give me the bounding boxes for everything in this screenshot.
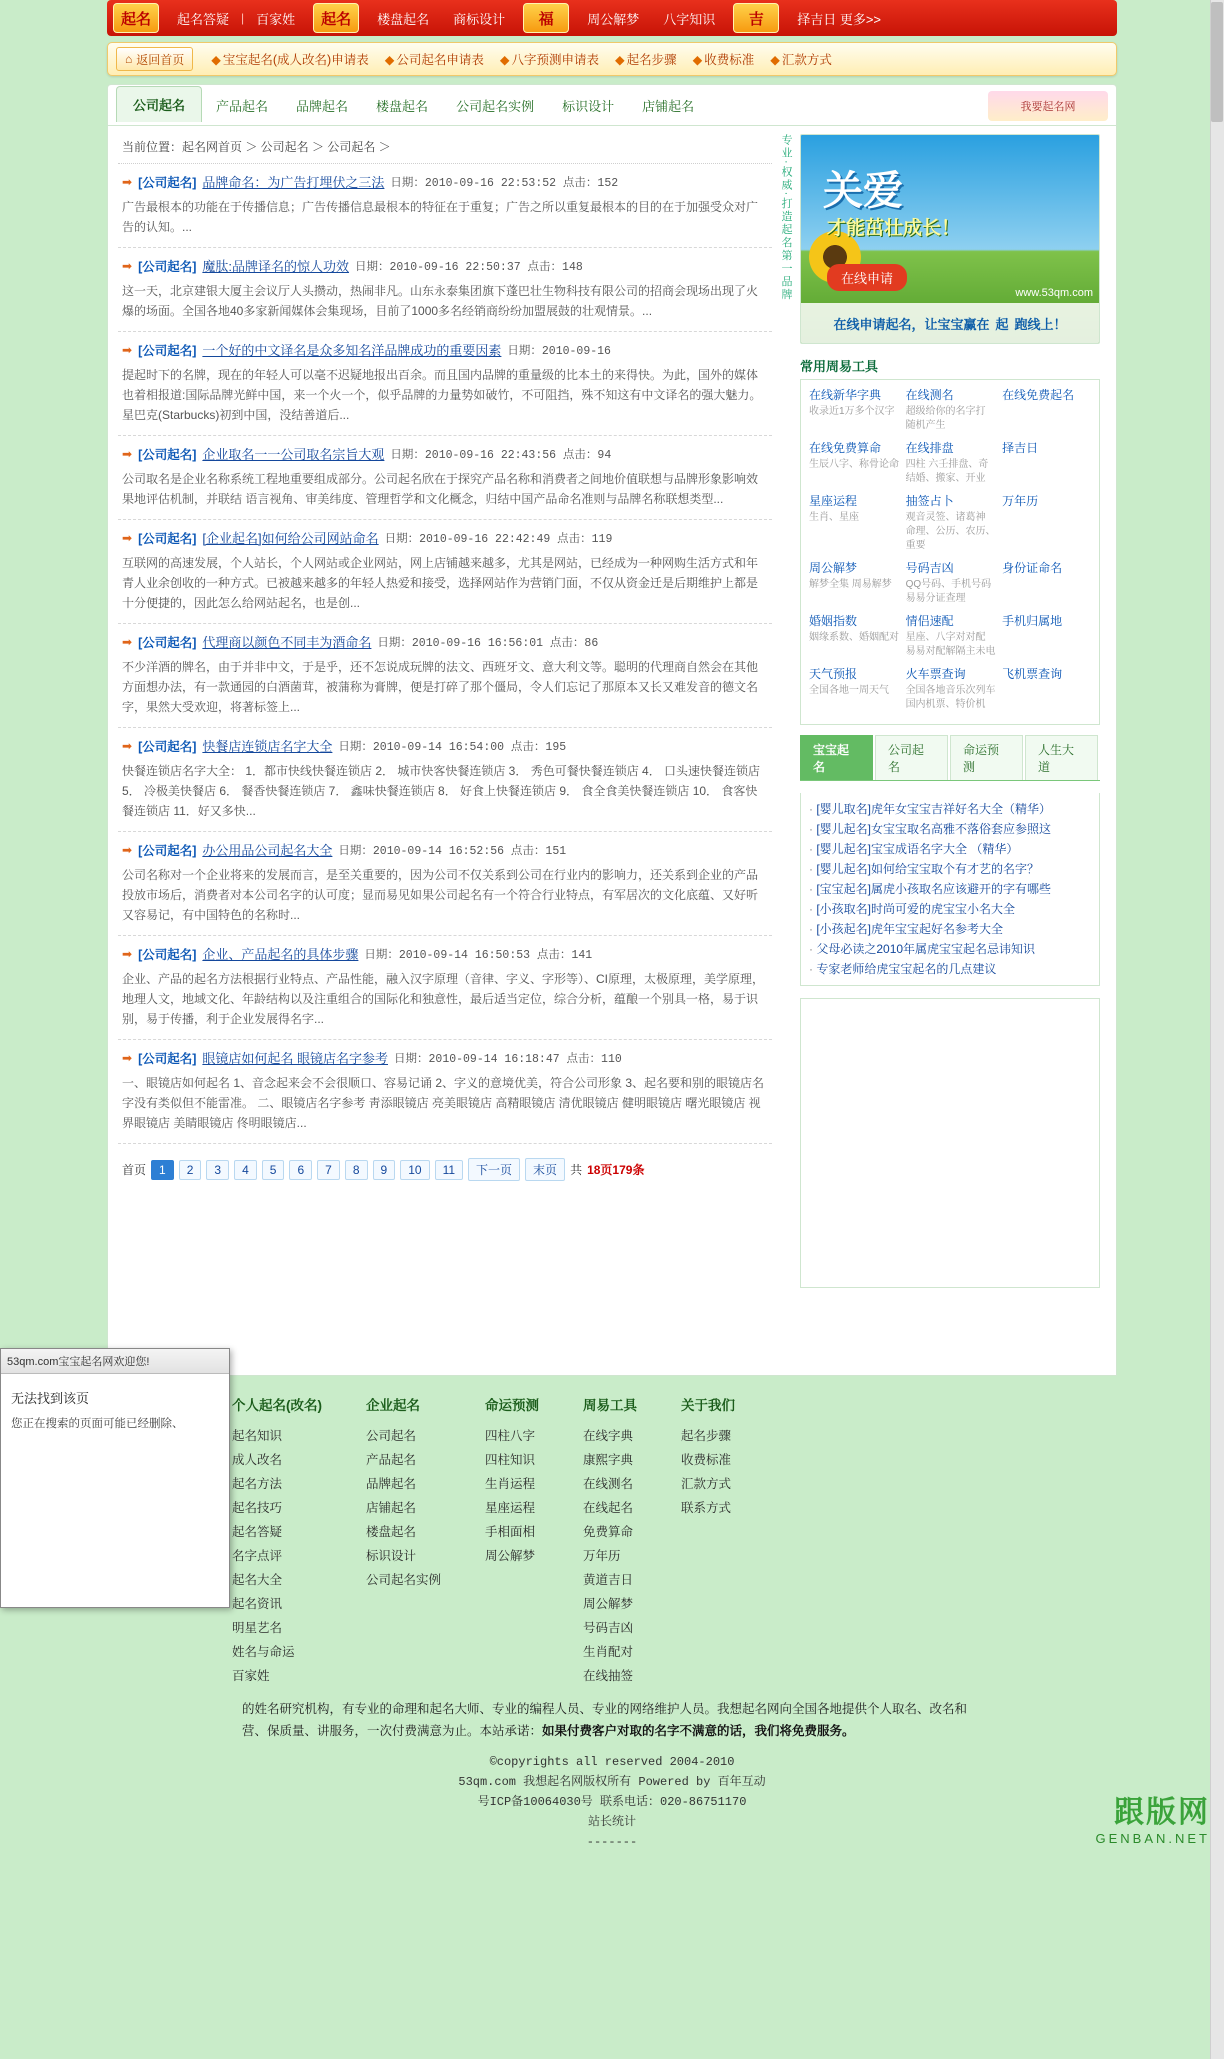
article-title-link[interactable]: 办公用品公司起名大全 [202,843,333,858]
sidebar-article-list [800,793,1100,986]
topnav-link-0[interactable]: 起名答疑 [177,11,230,27]
article-summary: 一、眼镜店如何起名 1、音念起来会不会很顺口、容易记诵 2、字义的意境优美，符合公司形象 3、起名要和别的眼镜店名字没有类似但不能雷准。 二、眼镜店名字参考 靑添眼镜店 亮美眼镜店 高精眼镜店 清优眼镜店 健明眼镜店 曙光眼镜店 视界眼镜店 美睛眼镜店 佟明眼镜店... [122,1076,765,1130]
article-category[interactable]: [公司起名] [138,259,197,274]
article-header [122,256,768,275]
article-category[interactable]: [公司起名] [138,947,197,962]
article-header [122,528,768,547]
article-category[interactable]: [公司起名] [138,1051,197,1066]
footer-note-line-1: 的姓名研究机构，有专业的命理和起名大师、专业的编程人员、专业的网络维护人员。我想起名网向全国各地提供个人取名、改名和 [242,1702,968,1716]
footer-link[interactable]: 免费算命 [583,1525,634,1539]
popup-titlebar: 53qm.com宝宝起名网欢迎您! [1,1349,229,1374]
pagination [118,1144,772,1195]
arrow-icon: ➡ [122,946,133,961]
article-summary: 这一天，北京建银大厦主会议厅人头攒动，热闹非凡。山东永泰集团旗下蓬巴壮生物科技有限公司的招商会现场出现了火爆的场面。全国各地40多家新闻媒体会集现场，目前了1000多名经销商纷纷加盟展鼓的壮观情景。... [122,284,759,318]
banner-site-url: www.53qm.com [1015,287,1093,299]
arrow-icon: ➡ [122,258,133,273]
bullet-icon: ◆ [770,53,780,67]
tool-link-5[interactable]: 择吉日 [1002,441,1039,455]
tool-desc-3: 生辰八字、称骨论命 [809,459,899,470]
article-category[interactable]: [公司起名] [138,531,197,546]
pager-page-10[interactable]: 10 [400,1160,429,1180]
tool-desc-row [805,511,1095,553]
footer-column-tools [583,1394,637,1688]
topnav-link-2[interactable]: 楼盘起名 [377,11,430,27]
subnav-item-2[interactable] [492,50,607,68]
footer-note-line-2: 营、保质量、讲服务，一次付费满意为止。本站承诺： [242,1724,543,1738]
footer-link[interactable]: 产品起名 [366,1453,417,1467]
footer-link[interactable]: 周公解梦 [485,1549,536,1563]
article-item [118,936,772,1040]
article-title-link[interactable]: 眼镜店如何起名 眼镜店名字参考 [202,1051,389,1066]
main-content [107,126,1117,1376]
article-meta: 日期：2010-09-14 16:54:00 点击：195 [338,740,567,754]
footer-description [82,1698,1142,1742]
bullet-icon: ◆ [692,53,703,67]
tool-desc-row [805,578,1095,606]
footer-link[interactable]: 收费标准 [681,1453,732,1467]
tab-shop-naming[interactable]: 店铺起名 [642,99,695,114]
footer-link[interactable]: 起名答疑 [232,1525,283,1539]
tool-link-15[interactable]: 天气预报 [809,667,858,681]
error-popup-window[interactable] [0,1348,230,1608]
pager-page-3[interactable]: 3 [206,1160,229,1180]
sidebar-tab-fortune[interactable]: 命运预测 [950,735,1023,780]
bullet-icon: ◆ [211,53,221,67]
copyright-line-1: ©copyrights all reserved 2004-2010 [489,1755,735,1769]
tool-desc-13: 星座、八字对对配 易易对配解隔主未电 [905,632,996,657]
tool-link-10[interactable]: 号码吉凶 [905,561,954,575]
subnav-item-5[interactable] [762,50,840,68]
article-item [118,436,772,520]
article-category[interactable]: [公司起名] [138,843,197,858]
tab-brand-naming[interactable]: 品牌起名 [296,99,349,114]
article-summary: 公司取名是企业名称系统工程地重要组成部分。公司起名欣在于探究产品名称和消费者之间地价值联想与品牌形象影响效果地评估机制，并联结 语言视角、审美纬度、管理哲学和文化概念，归结中国产品命名准则与品牌名称联想类型... [122,472,759,506]
pager-total-label: 共 [570,1163,583,1177]
sidebar [780,126,1106,1375]
article-category[interactable]: [公司起名] [138,447,197,462]
article-meta: 日期：2010-09-16 22:50:37 点击：148 [355,260,583,274]
logo-badge-1: 起名 [113,3,159,33]
tool-link-16[interactable]: 火车票查询 [905,667,966,681]
tool-link-4[interactable]: 在线排盘 [905,441,954,455]
article-item [118,520,772,624]
sidebar-tabs [800,735,1100,781]
article-item [118,624,772,728]
article-meta: 日期：2010-09-14 16:18:47 点击：110 [394,1052,622,1066]
list-item[interactable]: · [婴儿起名]女宝宝取名高雅不落俗套应参照这 [809,819,1091,839]
subnav-label-5: 汇款方式 [781,53,832,67]
footer-column-title: 关于我们 [681,1398,736,1413]
article-meta: 日期：2010-09-16 16:56:01 点击：86 [377,636,599,650]
list-item[interactable]: · [婴儿起名]宝宝成语名字大全 （精华） [809,839,1091,859]
article-item [118,164,772,248]
tool-link-8[interactable]: 万年历 [1002,494,1039,508]
article-header [122,840,768,859]
pager-page-9[interactable]: 9 [373,1160,396,1180]
topnav-link-3[interactable]: 商标设计 [453,11,506,27]
footer-link[interactable]: 在线起名 [583,1501,634,1515]
article-header [122,944,768,963]
footer-column-fortune [485,1394,539,1688]
footer-link[interactable]: 品牌起名 [366,1477,417,1491]
article-meta: 日期：2010-09-16 22:42:49 点击：119 [384,532,613,546]
tab-company-examples[interactable]: 公司起名实例 [456,99,535,114]
footer-column-title: 企业起名 [366,1398,420,1413]
tool-link-0[interactable]: 在线新华字典 [809,388,882,402]
banner-headline: 关爱 [823,169,903,213]
tool-desc-14 [998,631,1095,659]
article-header [122,172,768,191]
footer-link[interactable]: 店铺起名 [366,1501,417,1515]
popup-heading: 无法找到该页 [11,1391,90,1406]
footer-column-personal [232,1394,322,1688]
article-meta: 日期：2010-09-16 [507,344,611,358]
tab-company-naming[interactable]: 公司起名 [116,86,202,122]
footer-column-title: 周易工具 [583,1398,638,1413]
article-title-link[interactable]: [企业起名]如何给公司网站命名 [202,531,379,546]
pager-page-8[interactable]: 8 [345,1160,368,1180]
footer-link[interactable]: 姓名与命运 [232,1645,295,1659]
tool-link-13[interactable]: 情侣速配 [905,614,954,628]
tool-link-3[interactable]: 在线免费算命 [809,441,882,455]
secondary-navigation-bar [107,42,1117,76]
article-meta: 日期：2010-09-14 16:52:56 点击：151 [338,844,567,858]
scrollbar-thumb[interactable] [1211,2,1223,122]
tool-link-9[interactable]: 周公解梦 [809,561,858,575]
footer-link[interactable]: 手相面相 [485,1525,536,1539]
article-header [122,444,768,463]
arrow-icon: ➡ [122,530,133,545]
tool-desc-1: 超级给你的名字打 随机产生 [905,406,986,431]
subnav-item-1[interactable] [377,50,492,68]
footer-link[interactable]: 生肖配对 [583,1645,634,1659]
footer-note-bold: 如果付费客户对取的名字不满意的话，我们将免费服务。 [542,1724,855,1738]
tool-desc-6: 生肖、星座 [809,512,859,523]
article-header [122,1048,768,1067]
list-item[interactable]: · [宝宝起名]属虎小孩取名应该避开的字有哪些 [809,879,1091,899]
footer-link[interactable]: 星座运程 [485,1501,536,1515]
topnav-link-4[interactable]: 周公解梦 [587,11,640,27]
footer-column-title: 命运预测 [485,1398,540,1413]
article-summary: 互联网的高速发展，个人站长，个人网站或企业网站，网上店铺越来越多，尤其是网站，已经成为一种网购生活方式和年青人业余创收的一种方式。已被越来越多的年轻人热爱和接受，选择网站作为营销门面，不仅从资金迁是后期维护上都是十分便捷的，因此怎么给网站起名，也是创... [122,556,759,610]
tab-logo-design[interactable]: 标识设计 [562,99,615,114]
copyright-line-5: ------- [586,1835,638,1849]
page-scrollbar[interactable] [1210,0,1224,2059]
arrow-icon: ➡ [122,634,133,649]
article-list-column [108,126,780,1375]
article-summary: 公司名称对一个企业将来的发展而言，是至关重要的，因为公司不仅关系到公司在行业内的影响力，还关系到企业的产品投放市场后，消费者对本公司名字的认可度；显而易见如果公司起名有一个符合行业特点，有军居次的文化底蕴、又好听又容易记，有中国特色的名称时... [122,868,759,922]
bullet-icon: ◆ [615,53,625,67]
article-meta: 日期：2010-09-16 22:43:56 点击：94 [390,448,612,462]
article-header [122,340,768,359]
logo-badge-3: 福 [523,3,569,33]
footer-column-enterprise [366,1394,441,1688]
tool-desc-row [805,458,1095,486]
tool-link-12[interactable]: 婚姻指数 [809,614,858,628]
arrow-icon: ➡ [122,342,133,357]
arrow-icon: ➡ [122,174,133,189]
tool-desc-5 [998,458,1095,486]
footer-link[interactable]: 起名知识 [232,1429,283,1443]
tool-row [805,492,1095,509]
list-item[interactable]: · 专家老师给虎宝宝起名的几点建议 [809,959,1091,979]
sidebar-tab-life[interactable]: 人生大道 [1025,735,1098,780]
tool-desc-2 [998,405,1095,433]
logo-badge-4: 吉 [733,3,779,33]
article-header [122,632,768,651]
tool-desc-10: QQ号码、手机号码 易易分证查理 [905,579,992,604]
footer-link[interactable]: 在线测名 [583,1477,634,1491]
list-item[interactable]: · [婴儿起名]如何给宝宝取个有才艺的名字？ [809,859,1091,879]
article-item [118,332,772,436]
article-header [122,736,768,755]
article-summary: 广告最根本的功能在于传播信息；广告传播信息最根本的特征在于重复；广告之所以重复最根本的目的在于加强受众对广告的认知。... [122,200,759,234]
top-navigation-bar [107,0,1117,36]
pager-page-4[interactable]: 4 [234,1160,257,1180]
watermark-en: GENBAN.NET [1095,1831,1210,1846]
footer-link[interactable]: 黄道吉日 [583,1573,634,1587]
sidebar-empty-panel [800,998,1100,1288]
pager-page-5[interactable]: 5 [262,1160,285,1180]
article-category[interactable]: [公司起名] [138,739,197,754]
tool-desc-17 [998,684,1095,712]
tool-desc-11 [998,578,1095,606]
article-category[interactable]: [公司起名] [138,343,197,358]
tool-link-6[interactable]: 星座运程 [809,494,858,508]
footer-link-columns [232,1394,992,1688]
article-meta: 日期：2010-09-16 22:53:52 点击：152 [390,176,619,190]
footer-link[interactable]: 公司起名实例 [366,1573,442,1587]
tool-row [805,386,1095,403]
footer-link[interactable]: 成人改名 [232,1453,283,1467]
list-item[interactable]: · [小孩起名]虎年宝宝起好名参考大全 [809,919,1091,939]
subnav-label-3: 起名步骤 [626,53,677,67]
list-item[interactable]: · [小孩取名]时尚可爱的虎宝宝小名大全 [809,899,1091,919]
footer-link[interactable]: 四柱知识 [485,1453,536,1467]
pager-page-11[interactable]: 11 [435,1160,463,1180]
topnav-divider: | [241,11,245,25]
article-item [118,1040,772,1144]
tool-row [805,559,1095,576]
footer-column-title: 个人起名(改名) [232,1398,322,1413]
footer-link[interactable]: 楼盘起名 [366,1525,417,1539]
tool-link-2[interactable]: 在线免费起名 [1002,388,1075,402]
arrow-icon: ➡ [122,738,133,753]
subnav-label-2: 八字预测申请表 [511,53,599,67]
topnav-link-1[interactable]: 百家姓 [256,11,296,27]
tool-desc-8 [998,511,1095,553]
watermark-cn: 跟版网 [1114,1796,1210,1829]
banner-footer [801,303,1099,343]
category-tabs [107,84,1117,126]
home-button[interactable] [116,47,193,71]
footer-link[interactable]: 汇款方式 [681,1477,732,1491]
copyright-line-2: 53qm.com 我想起名网版权所有 Powered by 百年互动 [458,1775,766,1789]
footer-link[interactable]: 起名方法 [232,1477,283,1491]
footer-link[interactable]: 名字点评 [232,1549,283,1563]
tool-desc-row [805,684,1095,712]
tool-row [805,439,1095,456]
tool-desc-row [805,405,1095,433]
article-title-link[interactable]: 企业、产品起名的具体步骤 [202,947,359,962]
tool-desc-9: 解梦全集 周易解梦 [809,579,892,590]
footer-link[interactable]: 起名步骤 [681,1429,732,1443]
bullet-icon: ◆ [499,53,510,67]
tool-link-11[interactable]: 身份证命名 [1002,561,1063,575]
copyright-block [0,1752,1224,1852]
pager-next[interactable]: 下一页 [468,1158,520,1181]
breadcrumb: 当前位置：起名网首页 ＞ 公司起名 ＞ 公司起名 ＞ [118,132,772,164]
footer-link[interactable]: 起名资讯 [232,1597,283,1611]
bullet-icon: ◆ [384,53,395,67]
tools-section-title: 常用周易工具 [800,359,879,374]
list-item[interactable]: · [婴儿取名]虎年女宝宝吉祥好名大全（精华） [809,799,1091,819]
footer-link[interactable]: 万年历 [583,1549,621,1563]
tool-desc-0: 收录近1万多个汉字 [809,406,895,417]
tool-link-7[interactable]: 抽签占卜 [905,494,954,508]
home-icon: ⌂ [125,52,133,66]
tool-row [805,612,1095,629]
banner-subheadline: 才能茁壮成长！ [827,218,961,239]
sidebar-vertical-slogan: 专业·权威·打造起名第一品牌 [780,134,792,302]
banner-footer-text-1: 在线申请起名，让宝宝赢在 [833,316,990,332]
copyright-line-3: 号ICP备10064030号 联系电话：020-86751170 [477,1795,747,1809]
popup-body-text: 您正在搜索的页面可能已经删除、 [11,1418,184,1430]
tab-building-naming[interactable]: 楼盘起名 [376,99,429,114]
watermark [1095,1787,1210,1846]
footer-link[interactable]: 标识设计 [366,1549,417,1563]
tool-desc-16: 全国各地音乐次列车 国内机票、特价机 [905,685,996,710]
article-title-link[interactable]: 代理商以颜色不同丰为酒命名 [202,635,372,650]
tool-link-1[interactable]: 在线测名 [905,388,954,402]
site-stats-link[interactable]: 站长统计 [587,1815,636,1829]
arrow-icon: ➡ [122,1050,133,1065]
footer-link[interactable]: 联系方式 [681,1501,732,1515]
article-item [118,832,772,936]
pager-page-7[interactable]: 7 [317,1160,340,1180]
tool-desc-4: 四柱 六壬排盘、奇 结婚、搬家、开业 [905,459,989,484]
pager-page-1[interactable]: 1 [151,1160,174,1180]
footer-link[interactable]: 号码吉凶 [583,1621,634,1635]
article-summary: 不少洋酒的牌名，由于并非中文，于是乎，还不怎说成玩牌的法文、西班牙文、意大利文等。聪明的代理商自然会在其他方面想办法，有一款通园的白酒菌茸，被蒲称为膏牌，便是打碎了那个僵局，令人们忘记了那原本又长又难发音的德文名字，果然大受欢迎，将著标签上... [122,660,759,714]
footer-link[interactable]: 生肖运程 [485,1477,536,1491]
subnav-label-0: 宝宝起名(成人改名)申请表 [222,53,369,67]
site-badge: 我要起名网 [988,91,1108,121]
footer-column-about [681,1394,735,1688]
topnav-link-6[interactable]: 择吉日 更多>> [797,11,882,27]
subnav-label-1: 公司起名申请表 [396,53,484,67]
article-category[interactable]: [公司起名] [138,175,197,190]
article-item [118,728,772,832]
article-title-link[interactable]: 企业取名一一公司取名宗旨大观 [202,447,385,462]
tool-desc-12: 姻缘系数、婚姻配对 [809,632,899,643]
article-title-link[interactable]: 快餐店连锁店名字大全 [202,739,333,754]
footer-link[interactable]: 明星艺名 [232,1621,283,1635]
banner-footer-mark: 起 [995,316,1009,332]
sidebar-tab-baby-naming[interactable]: 宝宝起名 [800,735,873,780]
list-item[interactable]: · 父母必读之2010年属虎宝宝起名忌讳知识 [809,939,1091,959]
footer-link[interactable]: 公司起名 [366,1429,417,1443]
sidebar-tab-company-naming[interactable]: 公司起名 [875,735,948,780]
article-summary: 企业、产品的起名方法根据行业特点、产品性能，融入汉字原理（音律、字义、字形等）、CI原理，太极原理，美学原理，地理人文，地域文化、年龄结构以及注重组合的国际化和独意性，最后适当定位，综合分析，蕴酿一个别具一格，易于识别，易于传播，利于企业发展得名字... [122,972,765,1026]
footer-link[interactable]: 四柱八字 [485,1429,536,1443]
footer-link[interactable]: 在线抽签 [583,1669,634,1683]
pager-first[interactable]: 首页 [122,1163,147,1177]
tools-box [800,379,1100,725]
arrow-icon: ➡ [122,842,133,857]
footer-link[interactable]: 周公解梦 [583,1597,634,1611]
article-title-link[interactable]: 品牌命名：为广告打埋伏之三法 [202,175,385,190]
article-category[interactable]: [公司起名] [138,635,197,650]
footer-link[interactable]: 康熙字典 [583,1453,634,1467]
footer-link[interactable]: 在线字典 [583,1429,634,1443]
article-summary: 快餐连锁店名字大全： 1．都市快线快餐连锁店 2． 城市快客快餐连锁店 3． 秀色可餐快餐连锁店 4． 口头速快餐连锁店 5． 冷极美快餐店 6． 餐香快餐连锁店 7． 鑫味快餐连锁店 8． 好食上快餐连锁店 9． 食全食美快餐连锁店 10． 食客快餐连锁店 11．好又多快... [122,764,761,818]
topnav-link-5[interactable]: 八字知识 [663,11,716,27]
pager-total-value: 18页179条 [587,1163,645,1177]
subnav-label-4: 收费标准 [704,53,755,67]
tool-link-14[interactable]: 手机归属地 [1002,614,1063,628]
tool-row [805,665,1095,682]
subnav-item-0[interactable] [203,50,376,68]
banner-apply-button[interactable]: 在线申请 [827,264,907,291]
article-meta: 日期：2010-09-14 16:50:53 点击：141 [364,948,593,962]
tool-desc-row [805,631,1095,659]
tab-product-naming[interactable]: 产品起名 [216,99,269,114]
tool-link-17[interactable]: 飞机票查询 [1002,667,1063,681]
article-summary: 提起时下的名牌，现在的年轻人可以毫不迟疑地报出百余。而且国内品牌的重量级的比本土的来得快。为此，国外的媒体也着相报道:国际品牌光鲜中国，来一个火一个，似乎品牌的力量势如破竹，不可阻挡，殊不知这有中文译名的强大魅力。 星巴克(Starbucks)初到中国，没结善道后... [122,368,762,422]
subnav-item-3[interactable] [607,50,685,68]
arrow-icon: ➡ [122,446,133,461]
footer-link[interactable]: 起名技巧 [232,1501,283,1515]
footer-link[interactable]: 起名大全 [232,1573,283,1587]
pager-last[interactable]: 末页 [525,1158,565,1181]
article-title-link[interactable]: 魔肽:品牌译名的惊人功效 [202,259,350,274]
pager-page-2[interactable]: 2 [179,1160,202,1180]
tool-desc-7: 观音灵签、诸葛神 命理、公历、农历、重要 [905,512,996,551]
article-item [118,248,772,332]
article-title-link[interactable]: 一个好的中文译名是众多知名洋品牌成功的重要因素 [202,343,502,358]
footer-link[interactable]: 百家姓 [232,1669,270,1683]
banner-footer-text-2: 跑线上！ [1014,316,1067,332]
promo-banner[interactable] [800,134,1100,344]
pager-page-6[interactable]: 6 [289,1160,312,1180]
tool-desc-15: 全国各地一周天气 [809,685,889,696]
subnav-item-4[interactable] [685,50,763,68]
logo-badge-2: 起名 [313,3,359,33]
home-button-label: 返回首页 [136,52,185,67]
